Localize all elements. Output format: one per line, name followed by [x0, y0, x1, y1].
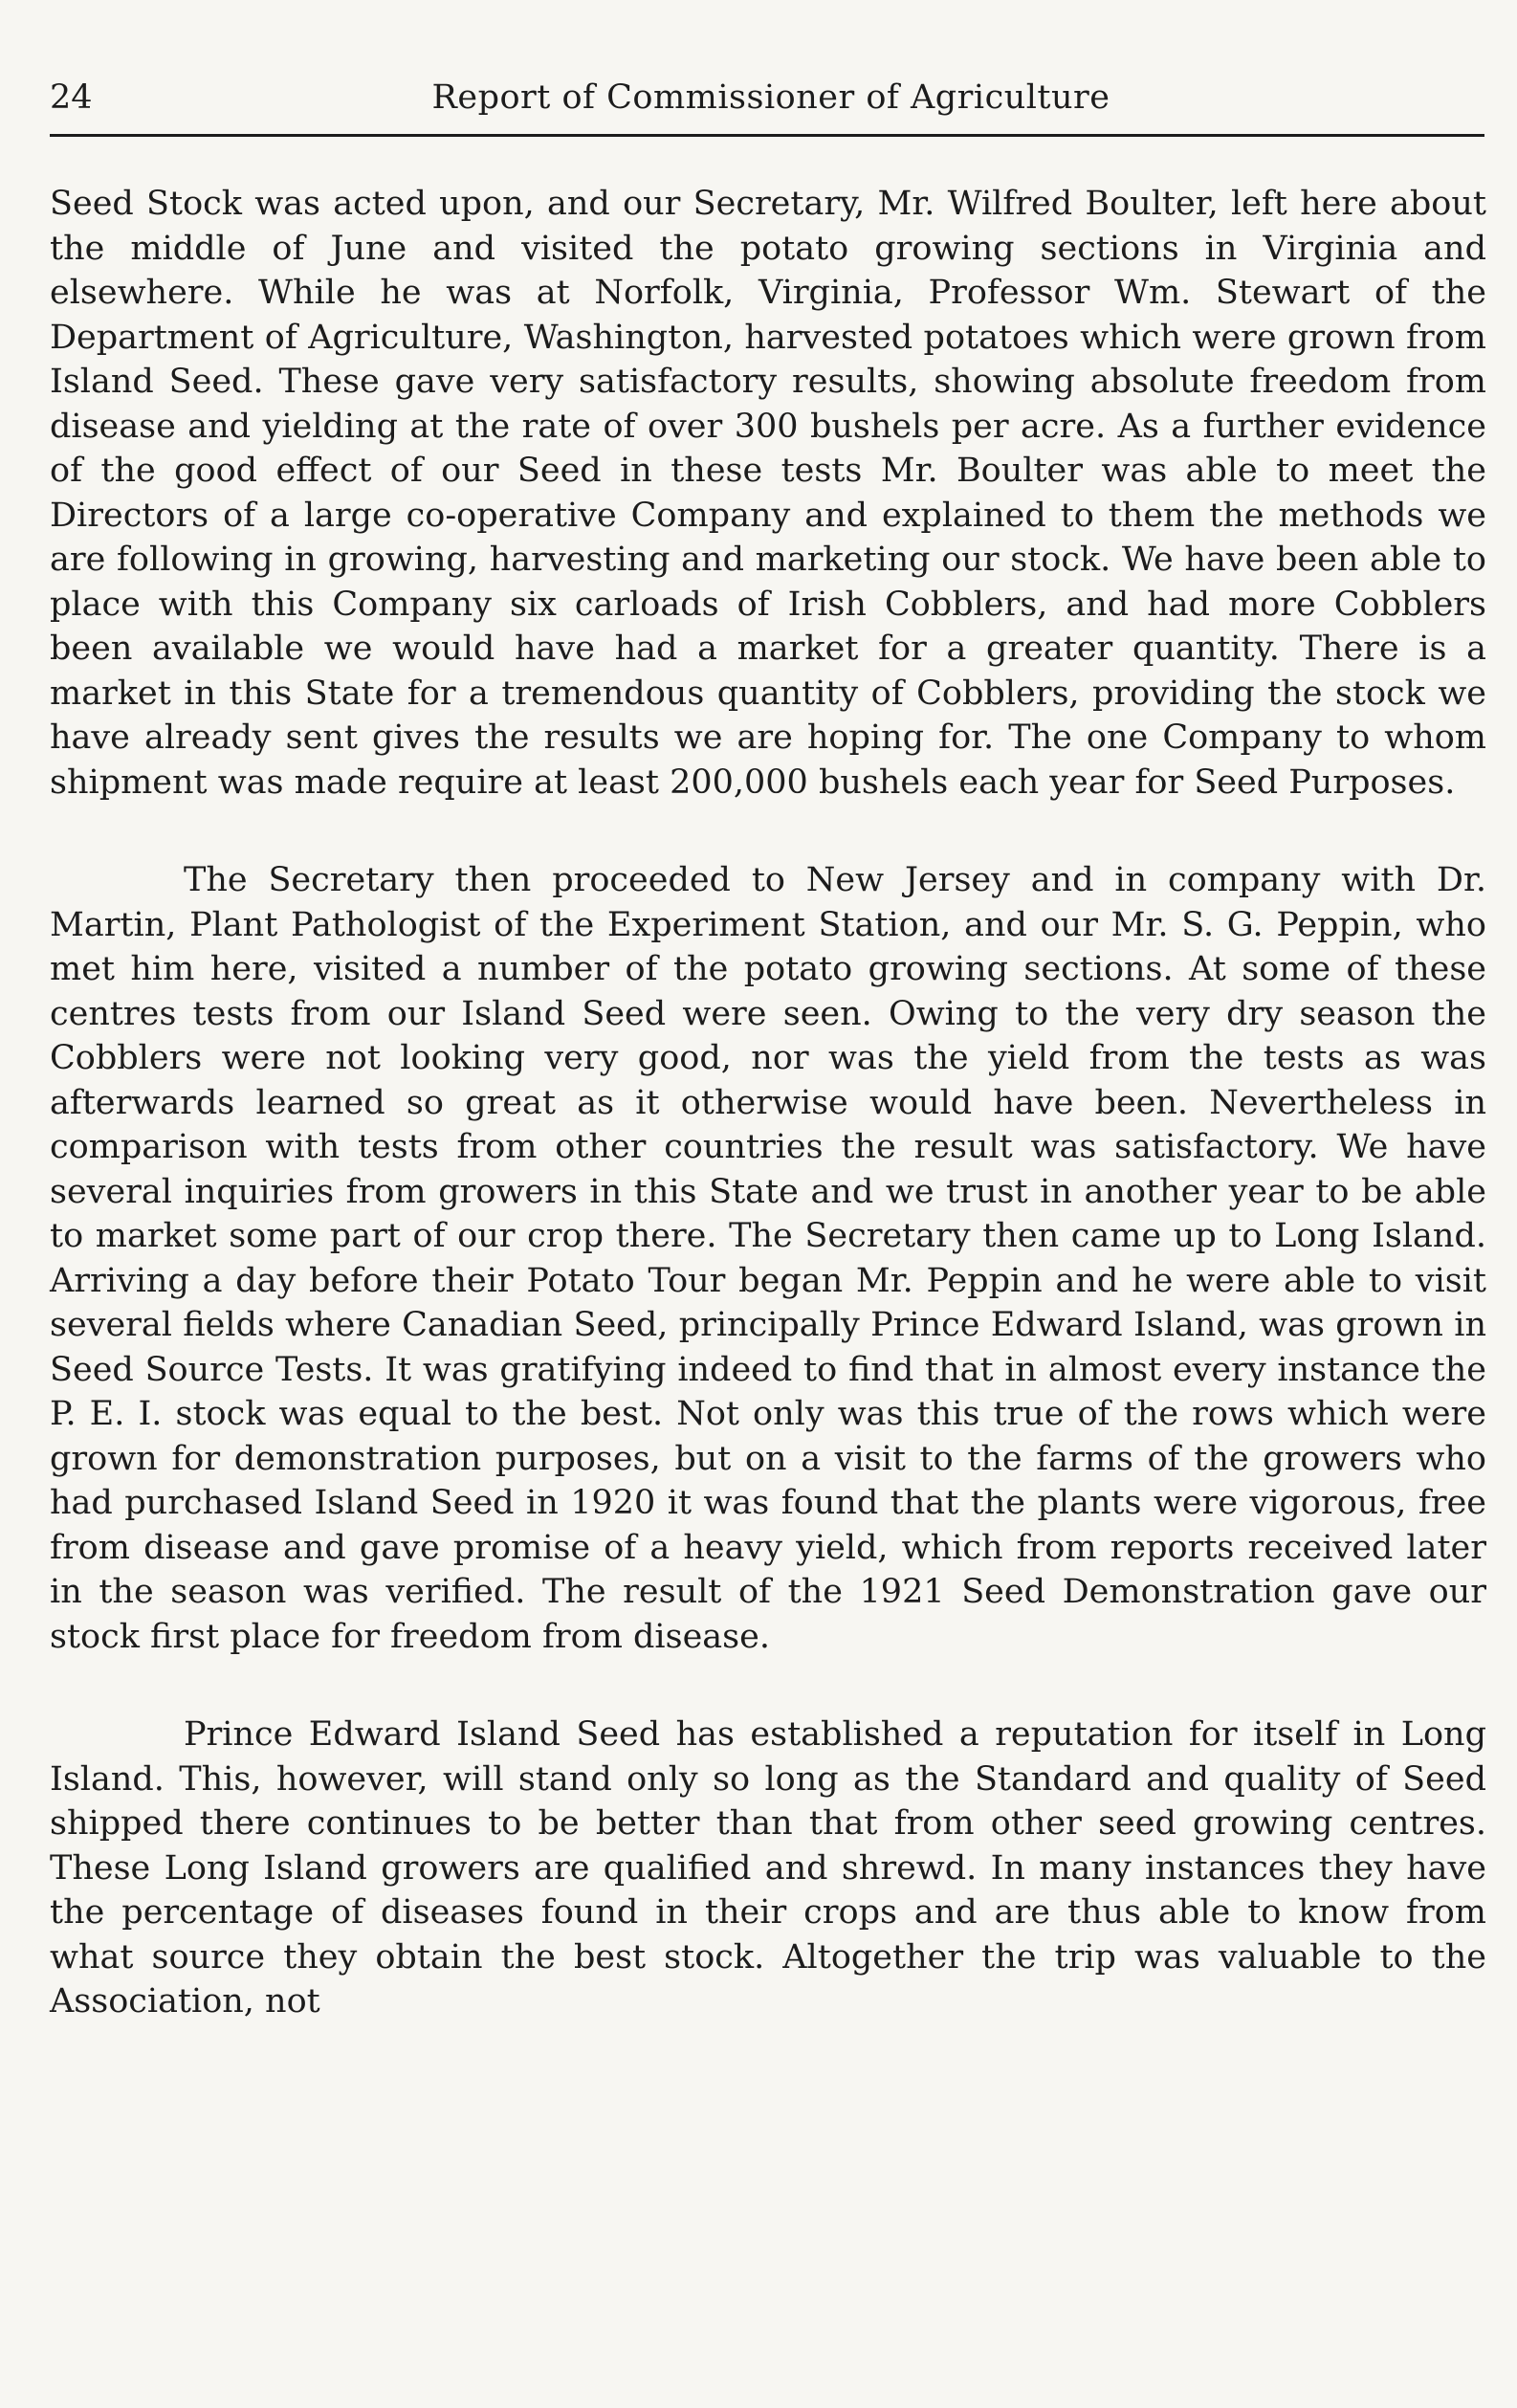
running-title: Report of Commissioner of Agriculture [431, 78, 1110, 117]
paragraph-seed-reputation: Prince Edward Island Seed has established a reputation for itself in Long Island. This, however, will stand only so long as the Standard and quality of Seed shipped there continues to be better than that from other seed growing centres. These Long Island growers are qualified and shrewd. In many instances they have the percentage of diseases found in their crops and are thus able to know from what source they obtain the best stock. Altogether the trip was valuable to the Association, not [50, 1715, 1486, 2021]
body-text [50, 182, 1486, 2024]
page-header [50, 73, 1492, 140]
paragraph-new-jersey-visit: The Secretary then proceeded to New Jersey and in company with Dr. Martin, Plant Pathologist of the Experiment Station, and our Mr. S. G. Peppin, who met him here, visited a number of the potato growing sections. At some of these centres tests from our Island Seed were seen. Owing to the very dry season the Cobblers were not looking very good, nor was the yield from the tests as was afterwards learned so great as it otherwise would have been. Nevertheless in comparison with tests from other countries the result was satisfactory. We have several inquiries from growers in this State and we trust in another year to be able to market some part of our crop there. The Secretary then came up to Long Island. Arriving a day before their Potato Tour began Mr. Peppin and he were able to visit several fields where Canadian Seed, principally Prince Edward Island, was grown in Seed Source Tests. It was gratifying indeed to find that in almost every instance the P. E. I. stock was equal to the best. Not only was this true of the rows which were grown for demonstration purposes, but on a visit to the farms of the growers who had purchased Island Seed in 1920 it was found that the plants were vigorous, free from disease and gave promise of a heavy yield, which from reports received later in the season was verified. The result of the 1921 Seed Demonstration gave our stock first place for freedom from disease. [50, 861, 1486, 1656]
header-rule [50, 134, 1484, 137]
page-number: 24 [50, 78, 93, 117]
paragraph-continuation: Seed Stock was acted upon, and our Secretary, Mr. Wilfred Boulter, left here about the middle of June and visited the potato growing sections in Virginia and elsewhere. While he was at Norfolk, Virginia, Professor Wm. Stewart of the Department of Agriculture, Washington, harvested potatoes which were grown from Island Seed. These gave very satisfactory results, showing absolute freedom from disease and yielding at the rate of over 300 bushels per acre. As a further evidence of the good effect of our Seed in these tests Mr. Boulter was able to meet the Directors of a large co-operative Company and explained to them the methods we are following in growing, harvesting and marketing our stock. We have been able to place with this Company six carloads of Irish Cobblers, and had more Cobblers been available we would have had a market for a greater quantity. There is a market in this State for a tremendous quantity of Cobblers, providing the stock we have already sent gives the results we are hoping for. The one Company to whom shipment was made require at least 200,000 bushels each year for Seed Purposes. [50, 185, 1486, 802]
